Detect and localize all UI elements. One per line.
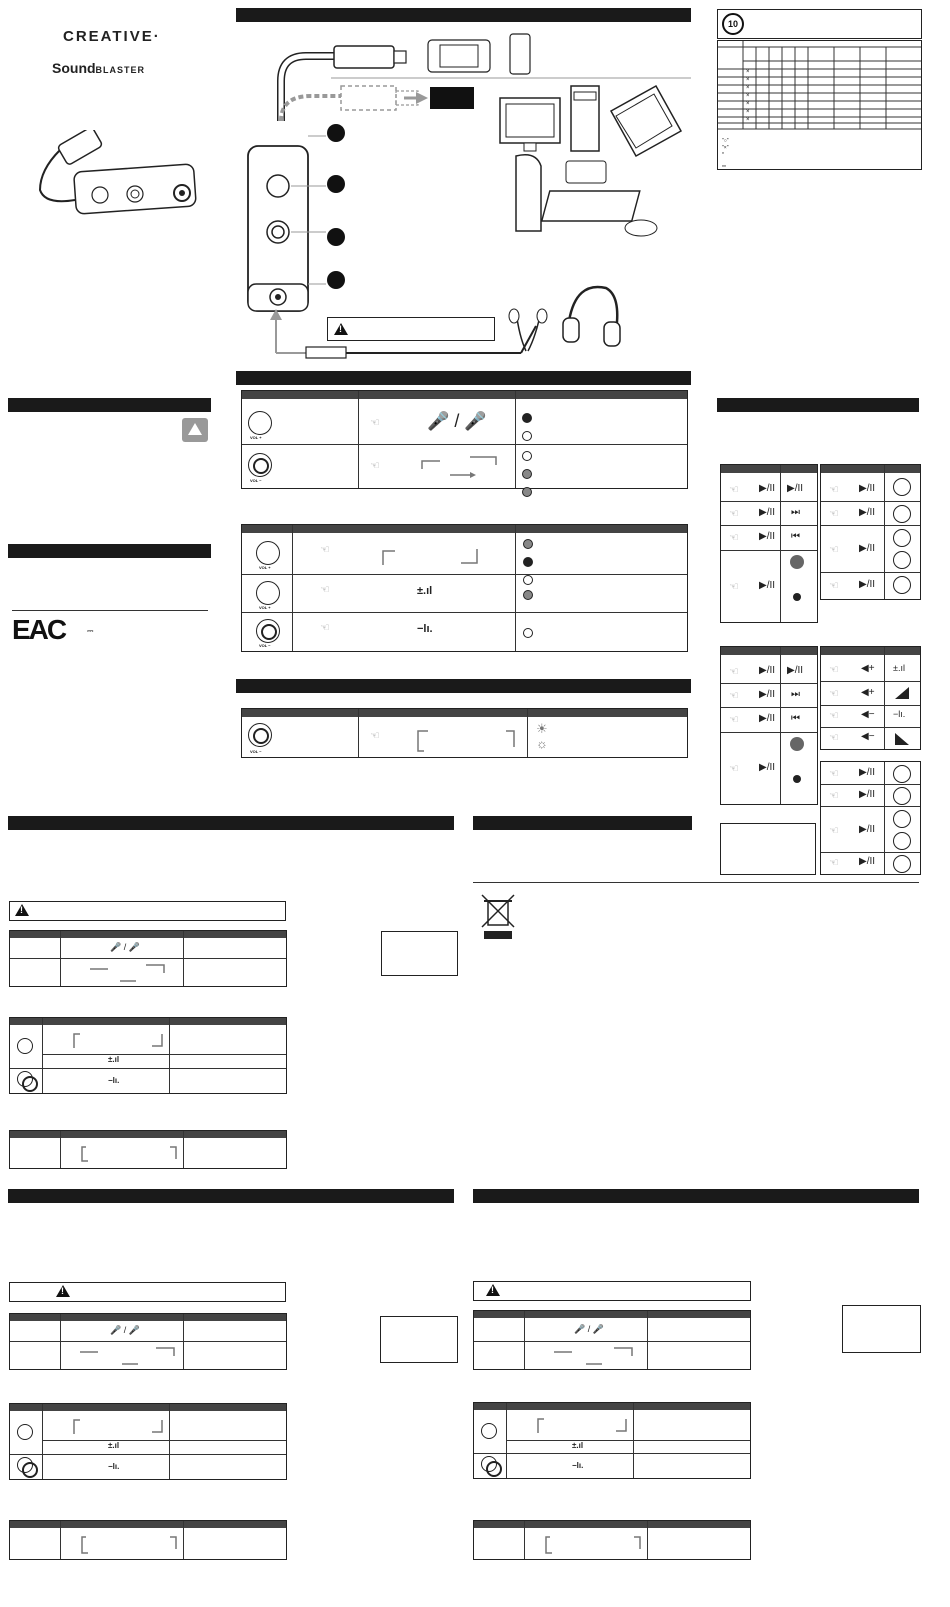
weee-bin-icon bbox=[480, 893, 516, 941]
controls-table-3 bbox=[241, 708, 688, 758]
press-hand-icon: ☜ bbox=[829, 825, 839, 837]
play-pause-icon: ▶/II bbox=[859, 767, 876, 778]
switch-arrows-icon bbox=[552, 1346, 636, 1368]
play-pause-icon: ▶/II bbox=[759, 689, 776, 700]
voice-assistant-icon bbox=[790, 555, 804, 569]
warning-box-lang-3 bbox=[473, 1281, 751, 1301]
warning-icon bbox=[334, 323, 348, 335]
rohs-x-column: × × × × × × × bbox=[746, 69, 750, 123]
function-table-a bbox=[720, 464, 818, 623]
press-hand-icon: ☜ bbox=[320, 584, 330, 596]
answer-call-icon bbox=[893, 478, 911, 496]
press-hand-icon: ☜ bbox=[320, 622, 330, 634]
google-assistant-icon bbox=[793, 593, 801, 601]
section-bar-mode bbox=[236, 679, 691, 693]
soundblaster-logo: SoundBLASTER bbox=[52, 60, 146, 76]
volume-down-bars-icon: −lı. bbox=[572, 1461, 584, 1470]
press-hand-icon: ☜ bbox=[829, 710, 839, 722]
press-hand-icon: ☜ bbox=[320, 544, 330, 556]
mic-on-off-icon: 🎤 / 🎤 bbox=[427, 411, 487, 431]
section-bar-setup bbox=[236, 8, 691, 22]
volume-button-icon bbox=[256, 619, 280, 643]
warning-box-diagram bbox=[327, 317, 495, 341]
warning-icon bbox=[56, 1285, 70, 1297]
section-bar-lang-2 bbox=[8, 1189, 454, 1203]
switch-arrows-icon bbox=[420, 453, 500, 481]
mic-mute-button-icon bbox=[256, 581, 280, 605]
vol-plus-label: VOL + bbox=[250, 435, 262, 440]
function-table-b bbox=[820, 464, 921, 600]
vol-table-lang-3 bbox=[473, 1402, 751, 1479]
led-states-3 bbox=[523, 537, 533, 591]
mic-mute-button-icon bbox=[481, 1423, 497, 1439]
mode-table-lang-2 bbox=[9, 1520, 287, 1560]
volume-down-icon: ◀− bbox=[861, 709, 875, 720]
device-illustration bbox=[20, 130, 210, 240]
led-states-1 bbox=[522, 411, 532, 447]
rohs-header-box bbox=[717, 9, 922, 39]
section-bar-left-2 bbox=[8, 544, 211, 558]
press-hand-icon: ☜ bbox=[829, 768, 839, 780]
switch-arrows-icon bbox=[78, 1346, 178, 1368]
controls-table-1 bbox=[241, 390, 688, 489]
end-call-icon bbox=[893, 787, 911, 805]
switch-arrows-icon bbox=[88, 963, 168, 985]
mic-mute-button-icon bbox=[256, 541, 280, 565]
mic-on-off-icon: 🎤 / 🎤 bbox=[110, 1325, 140, 1335]
vol-table-lang-1 bbox=[9, 1017, 287, 1094]
controls-table-2 bbox=[241, 524, 688, 652]
play-pause-icon: ▶/II bbox=[759, 531, 776, 542]
led-states-2 bbox=[522, 449, 532, 503]
volume-button-icon bbox=[248, 453, 272, 477]
section-bar-disposal bbox=[473, 816, 692, 830]
play-pause-icon: ▶/II bbox=[859, 579, 876, 590]
toggle-arrows-icon bbox=[410, 725, 520, 755]
volume-up-icon: ◀+ bbox=[861, 687, 875, 698]
cycle-arrows-icon bbox=[68, 1416, 168, 1438]
eac-mark: EAC bbox=[12, 614, 66, 645]
section-bar-lang-3 bbox=[473, 1189, 919, 1203]
vol-minus-label: VOL − bbox=[250, 478, 262, 483]
press-hand-icon: ☜ bbox=[370, 460, 380, 472]
prev-track-icon: ⏮ bbox=[791, 531, 800, 542]
press-hand-icon: ☜ bbox=[829, 688, 839, 700]
mic-table-lang-1 bbox=[9, 930, 287, 987]
cycle-arrows-icon bbox=[68, 1030, 168, 1052]
press-hand-icon: ☜ bbox=[370, 730, 380, 742]
section-bar-controls bbox=[236, 371, 691, 385]
volume-up-bars-icon: ±.ıl bbox=[108, 1055, 120, 1064]
mic-on-off-icon: 🎤 / 🎤 bbox=[574, 1324, 604, 1334]
volume-down-bars-icon: −lı. bbox=[417, 623, 433, 635]
press-hand-icon: ☜ bbox=[829, 790, 839, 802]
volume-button-icon bbox=[17, 1071, 33, 1087]
play-pause-icon: ▶/II bbox=[859, 507, 876, 518]
warning-icon bbox=[15, 904, 29, 916]
creative-logo: CREATIVE· bbox=[63, 28, 161, 45]
volume-ramp-down-icon bbox=[895, 733, 909, 745]
divider-disposal bbox=[473, 882, 919, 883]
caution-icon bbox=[182, 418, 208, 442]
dc-symbol: ⎓ bbox=[87, 626, 94, 635]
warning-box-lang-2 bbox=[9, 1282, 286, 1302]
volume-button-icon bbox=[17, 1457, 33, 1473]
next-track-icon: ⏭ bbox=[791, 689, 800, 700]
press-hand-icon: ☜ bbox=[370, 417, 380, 429]
press-hand-icon: ☜ bbox=[729, 484, 739, 496]
rohs-notes: "○" "×" * ** bbox=[722, 138, 729, 171]
note-box-lang-1 bbox=[381, 931, 458, 976]
mic-table-lang-3 bbox=[473, 1310, 751, 1370]
vol-table-lang-2 bbox=[9, 1403, 287, 1480]
reject-call-icon bbox=[893, 855, 911, 873]
next-track-icon: ⏭ bbox=[791, 507, 800, 518]
reject-call-icon bbox=[893, 576, 911, 594]
swap-call-icon bbox=[893, 551, 911, 569]
section-bar-left-1 bbox=[8, 398, 211, 412]
press-hand-icon: ☜ bbox=[829, 857, 839, 869]
play-pause-icon: ▶/II bbox=[759, 507, 776, 518]
press-hand-icon: ☜ bbox=[829, 664, 839, 676]
end-call-icon bbox=[893, 505, 911, 523]
play-pause-icon: ▶/II bbox=[759, 580, 776, 591]
led-state-5 bbox=[523, 626, 533, 644]
note-box-lang-2 bbox=[380, 1316, 458, 1363]
play-pause-icon: ▶/II bbox=[787, 483, 804, 494]
function-table-e bbox=[820, 761, 921, 875]
voice-assistant-icon bbox=[790, 737, 804, 751]
warning-box-lang-1 bbox=[9, 901, 286, 921]
press-hand-icon: ☜ bbox=[829, 544, 839, 556]
function-table-d bbox=[820, 646, 921, 750]
env-protection-icon: 10 bbox=[722, 13, 744, 35]
cycle-arrows-icon bbox=[377, 543, 487, 573]
press-hand-icon: ☜ bbox=[829, 484, 839, 496]
mode-table-lang-3 bbox=[473, 1520, 751, 1560]
led-state-4 bbox=[523, 588, 533, 606]
volume-down-bars-icon: −lı. bbox=[108, 1076, 120, 1085]
volume-down-icon: ◀− bbox=[861, 731, 875, 742]
volume-down-bars-icon: −lı. bbox=[108, 1462, 120, 1471]
volume-button-icon bbox=[481, 1456, 497, 1472]
toggle-arrows-icon bbox=[540, 1533, 644, 1557]
warning-icon bbox=[486, 1284, 500, 1296]
note-box-lang-3 bbox=[842, 1305, 921, 1353]
mic-mute-button-icon bbox=[248, 411, 272, 435]
play-pause-icon: ▶/II bbox=[859, 483, 876, 494]
swap-call-icon bbox=[893, 832, 911, 850]
play-pause-icon: ▶/II bbox=[759, 762, 776, 773]
volume-down-bars-icon: −lı. bbox=[893, 709, 906, 719]
toggle-arrows-icon bbox=[76, 1143, 180, 1165]
light-indicator-icons: ☀ ☼ bbox=[536, 721, 548, 751]
press-hand-icon: ☜ bbox=[729, 666, 739, 678]
cycle-arrows-icon bbox=[532, 1415, 632, 1437]
play-pause-icon: ▶/II bbox=[859, 824, 876, 835]
section-bar-functions bbox=[717, 398, 919, 412]
mic-table-lang-2 bbox=[9, 1313, 287, 1370]
rohs-table bbox=[717, 40, 922, 170]
press-hand-icon: ☜ bbox=[829, 732, 839, 744]
toggle-arrows-icon bbox=[76, 1533, 180, 1557]
press-hand-icon: ☜ bbox=[729, 690, 739, 702]
mode-table-lang-1 bbox=[9, 1130, 287, 1169]
volume-up-bars-icon: ±.ıl bbox=[108, 1441, 120, 1450]
play-pause-icon: ▶/II bbox=[787, 665, 804, 676]
volume-ramp-up-icon bbox=[895, 687, 909, 699]
mic-mute-button-icon bbox=[17, 1038, 33, 1054]
press-hand-icon: ☜ bbox=[829, 580, 839, 592]
note-box-right bbox=[720, 823, 816, 875]
play-pause-icon: ▶/II bbox=[759, 665, 776, 676]
press-hand-icon: ☜ bbox=[729, 763, 739, 775]
play-pause-icon: ▶/II bbox=[759, 483, 776, 494]
mic-mute-button-icon bbox=[17, 1424, 33, 1440]
google-assistant-icon bbox=[793, 775, 801, 783]
prev-track-icon: ⏮ bbox=[791, 713, 800, 724]
volume-up-bars-icon: ±.ıl bbox=[572, 1441, 584, 1450]
press-hand-icon: ☜ bbox=[729, 581, 739, 593]
function-table-c bbox=[720, 646, 818, 805]
press-hand-icon: ☜ bbox=[729, 532, 739, 544]
vol-minus-label: VOL − bbox=[259, 643, 271, 648]
vol-plus-label: VOL + bbox=[259, 565, 271, 570]
play-pause-icon: ▶/II bbox=[859, 856, 876, 867]
hold-call-icon bbox=[893, 529, 911, 547]
volume-button-icon bbox=[248, 723, 272, 747]
section-bar-lang-1 bbox=[8, 816, 454, 830]
play-pause-icon: ▶/II bbox=[859, 543, 876, 554]
divider bbox=[12, 610, 208, 611]
mic-on-off-icon: 🎤 / 🎤 bbox=[110, 942, 140, 952]
vol-minus-label: VOL − bbox=[250, 749, 262, 754]
vol-plus-label: VOL + bbox=[259, 605, 271, 610]
volume-up-bars-icon: ±.ıl bbox=[893, 663, 905, 673]
hold-call-icon bbox=[893, 810, 911, 828]
play-pause-icon: ▶/II bbox=[859, 789, 876, 800]
press-hand-icon: ☜ bbox=[729, 714, 739, 726]
press-hand-icon: ☜ bbox=[829, 508, 839, 520]
press-hand-icon: ☜ bbox=[729, 508, 739, 520]
answer-call-icon bbox=[893, 765, 911, 783]
volume-up-icon: ◀+ bbox=[861, 663, 875, 674]
play-pause-icon: ▶/II bbox=[759, 713, 776, 724]
connection-diagram bbox=[236, 26, 696, 366]
volume-up-bars-icon: ±.ıl bbox=[417, 585, 433, 597]
